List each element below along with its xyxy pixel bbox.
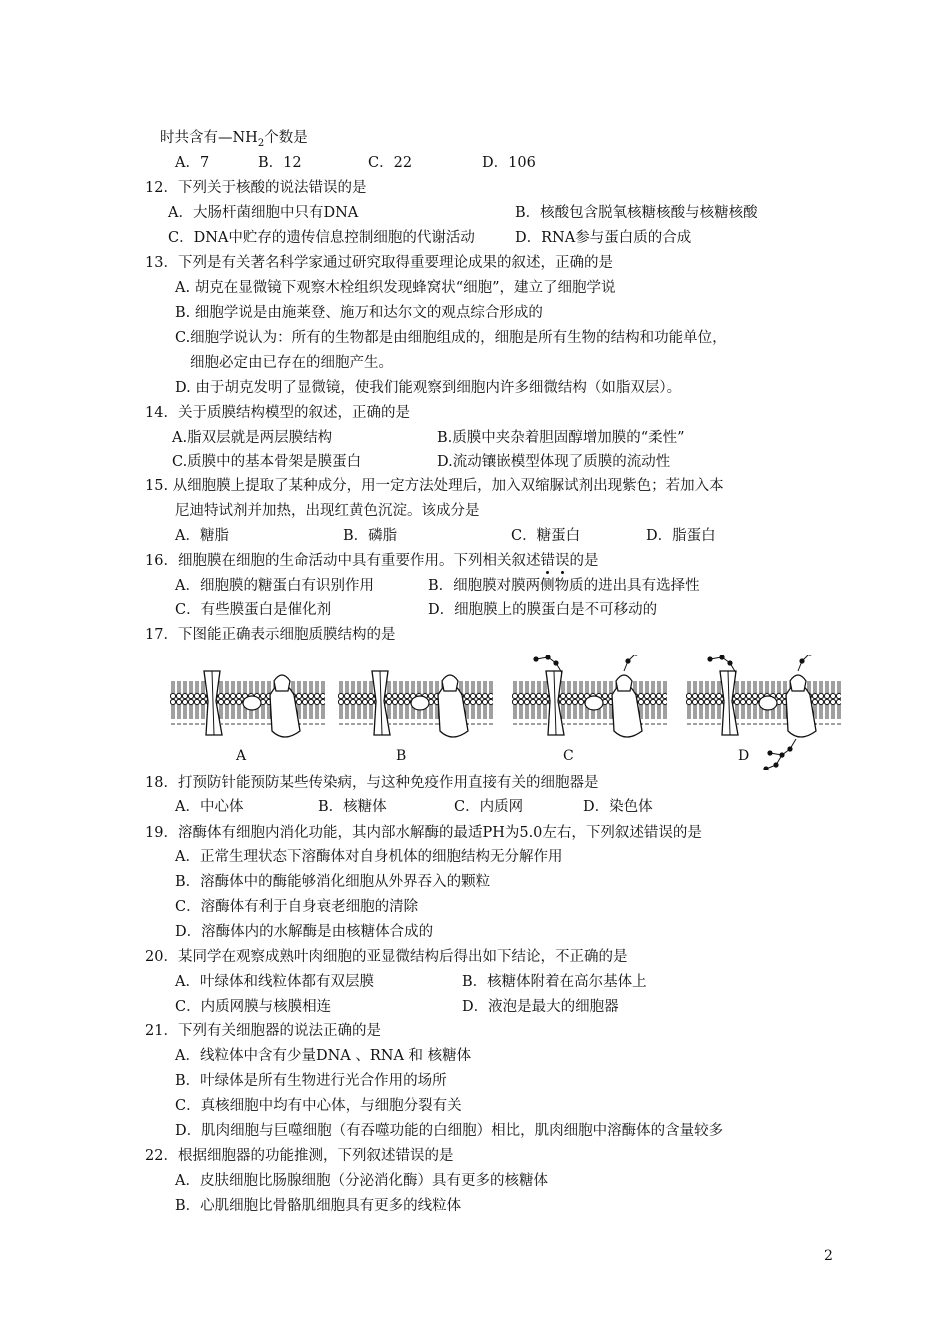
q16-stem bbox=[145, 551, 598, 571]
membrane-b bbox=[338, 671, 493, 737]
q20-option-d: D．液泡是最大的细胞器 bbox=[462, 999, 619, 1015]
q12-option-a: A．大肠杆菌细胞中只有DNA bbox=[168, 205, 359, 221]
figure-label-c: C bbox=[563, 748, 574, 764]
q15-option-c: C．糖蛋白 bbox=[511, 528, 581, 544]
q17-stem: 17．下图能正确表示细胞质膜结构的是 bbox=[145, 627, 396, 643]
q16-option-a: A．细胞膜的糖蛋白有识别作用 bbox=[175, 578, 374, 594]
q15-options bbox=[0, 526, 950, 546]
q18-option-d: D．染色体 bbox=[583, 799, 653, 815]
q21-stem: 21．下列有关细胞器的说法正确的是 bbox=[145, 1023, 381, 1039]
q20-options-row2 bbox=[0, 997, 950, 1017]
q16-stem-tail: 的是 bbox=[569, 553, 599, 569]
q19-option-c: C．溶酶体有利于自身衰老细胞的清除 bbox=[175, 899, 419, 915]
q11-options bbox=[0, 153, 950, 173]
q16-option-b: B．细胞膜对膜两侧物质的进出具有选择性 bbox=[428, 578, 700, 594]
q13-option-a: A. 胡克在显微镜下观察木栓组织发现蜂窝状“细胞”，建立了细胞学说 bbox=[175, 280, 616, 296]
q19-stem: 19．溶酶体有细胞内消化功能，其内部水解酶的最适PH为5.0左右，下列叙述错误的是 bbox=[145, 825, 702, 841]
q11-stem-tail: 个数是 bbox=[264, 130, 308, 146]
q18-option-b: B．核糖体 bbox=[318, 799, 387, 815]
q21-option-d: D．肌肉细胞与巨噬细胞（有吞噬功能的白细胞）相比，肌肉细胞中溶酶体的含量较多 bbox=[175, 1123, 724, 1139]
q15-stem-line1: 15. 从细胞膜上提取了某种成分，用一定方法处理后，加入双缩脲试剂出现紫色；若加入本 bbox=[145, 478, 724, 494]
q14-option-c: C.质膜中的基本骨架是膜蛋白 bbox=[172, 454, 362, 470]
q13-option-b: B. 细胞学说是由施莱登、施万和达尔文的观点综合形成的 bbox=[175, 305, 543, 321]
q12-options-row2 bbox=[0, 228, 950, 248]
q14-options-row1 bbox=[0, 428, 950, 448]
q21-option-b: B．叶绿体是所有生物进行光合作用的场所 bbox=[175, 1073, 447, 1089]
q22-option-b: B．心肌细胞比骨骼肌细胞具有更多的线粒体 bbox=[175, 1198, 462, 1214]
figure-label-a: A bbox=[236, 748, 247, 764]
q16-stem-text: 16．细胞膜在细胞的生命活动中具有重要作用。下列相关叙述 bbox=[145, 553, 541, 569]
q18-option-a: A．中心体 bbox=[175, 799, 244, 815]
q19-option-d: D．溶酶体内的水解酶是由核糖体合成的 bbox=[175, 924, 434, 940]
q12-option-d: D．RNA参与蛋白质的合成 bbox=[515, 230, 692, 246]
q12-options-row1 bbox=[0, 203, 950, 223]
q20-option-a: A．叶绿体和线粒体都有双层膜 bbox=[175, 974, 374, 990]
emphasis-char-2: 误 bbox=[554, 553, 570, 569]
q18-stem: 18．打预防针能预防某些传染病，与这种免疫作用直接有关的细胞器是 bbox=[145, 775, 599, 791]
q15-option-a: A．糖脂 bbox=[175, 528, 229, 544]
q19-option-b: B．溶酶体中的酶能够消化细胞从外界吞入的颗粒 bbox=[175, 874, 491, 890]
q18-options bbox=[0, 797, 950, 817]
q15-option-b: B．磷脂 bbox=[343, 528, 398, 544]
q15-stem-line2: 尼迪特试剂并加热，出现红黄色沉淀。该成分是 bbox=[175, 503, 480, 519]
q20-option-c: C．内质网膜与核膜相连 bbox=[175, 999, 332, 1015]
q11-option-b: B．12 bbox=[258, 155, 302, 171]
q16-option-c: C．有些膜蛋白是催化剂 bbox=[175, 602, 332, 618]
subscript-2: 2 bbox=[257, 137, 265, 149]
q11-option-c: C．22 bbox=[368, 155, 413, 171]
membrane-a bbox=[170, 671, 325, 737]
q14-option-b: B.质膜中夹杂着胆固醇增加膜的“柔性” bbox=[437, 430, 685, 446]
q20-option-b: B．核糖体附着在高尔基体上 bbox=[462, 974, 647, 990]
q21-option-a: A．线粒体中含有少量DNA 、RNA 和 核糖体 bbox=[175, 1048, 472, 1064]
emphasis-char-1: 错 bbox=[540, 553, 555, 569]
q12-stem: 12．下列关于核酸的说法错误的是 bbox=[145, 180, 367, 196]
q11-stem-continuation bbox=[160, 128, 308, 148]
q20-stem: 20．某同学在观察成熟叶肉细胞的亚显微结构后得出如下结论，不正确的是 bbox=[145, 949, 628, 965]
page-number: 2 bbox=[824, 1248, 833, 1264]
figure-label-b: B bbox=[396, 748, 407, 764]
q13-stem: 13．下列是有关著名科学家通过研究取得重要理论成果的叙述，正确的是 bbox=[145, 255, 613, 271]
membrane-d bbox=[686, 655, 841, 770]
q16-options-row1 bbox=[0, 576, 950, 596]
figure-label-d: D bbox=[738, 748, 750, 764]
q21-option-c: C．真核细胞中均有中心体，与细胞分裂有关 bbox=[175, 1098, 462, 1114]
q12-option-c: C．DNA中贮存的遗传信息控制细胞的代谢活动 bbox=[168, 230, 475, 246]
q11-option-a: A．7 bbox=[175, 155, 210, 171]
q14-option-d: D.流动镶嵌模型体现了质膜的流动性 bbox=[437, 454, 671, 470]
q11-stem-text: 时共含有—NH bbox=[160, 130, 258, 146]
q16-option-d: D．细胞膜上的膜蛋白是不可移动的 bbox=[428, 602, 658, 618]
q20-options-row1 bbox=[0, 972, 950, 992]
q12-option-b: B．核酸包含脱氧核糖核酸与核糖核酸 bbox=[515, 205, 758, 221]
q19-option-a: A．正常生理状态下溶酶体对自身机体的细胞结构无分解作用 bbox=[175, 849, 563, 865]
q14-option-a: A.脂双层就是两层膜结构 bbox=[172, 430, 333, 446]
q14-options-row2 bbox=[0, 452, 950, 472]
membrane-c bbox=[512, 655, 667, 737]
q13-option-d: D. 由于胡克发明了显微镜，使我们能观察到细胞内许多细微结构（如脂双层）。 bbox=[175, 380, 682, 396]
q22-stem: 22．根据细胞器的功能推测，下列叙述错误的是 bbox=[145, 1148, 454, 1164]
q13-option-c-line1: C.细胞学说认为：所有的生物都是由细胞组成的，细胞是所有生物的结构和功能单位， bbox=[175, 330, 727, 346]
q15-option-d: D．脂蛋白 bbox=[646, 528, 716, 544]
q14-stem: 14．关于质膜结构模型的叙述，正确的是 bbox=[145, 405, 410, 421]
q22-option-a: A．皮肤细胞比肠腺细胞（分泌消化酶）具有更多的核糖体 bbox=[175, 1173, 548, 1189]
q16-options-row2 bbox=[0, 600, 950, 620]
q18-option-c: C．内质网 bbox=[454, 799, 524, 815]
q11-option-d: D．106 bbox=[482, 155, 536, 171]
q13-option-c-line2: 细胞必定由已存在的细胞产生。 bbox=[190, 355, 393, 371]
